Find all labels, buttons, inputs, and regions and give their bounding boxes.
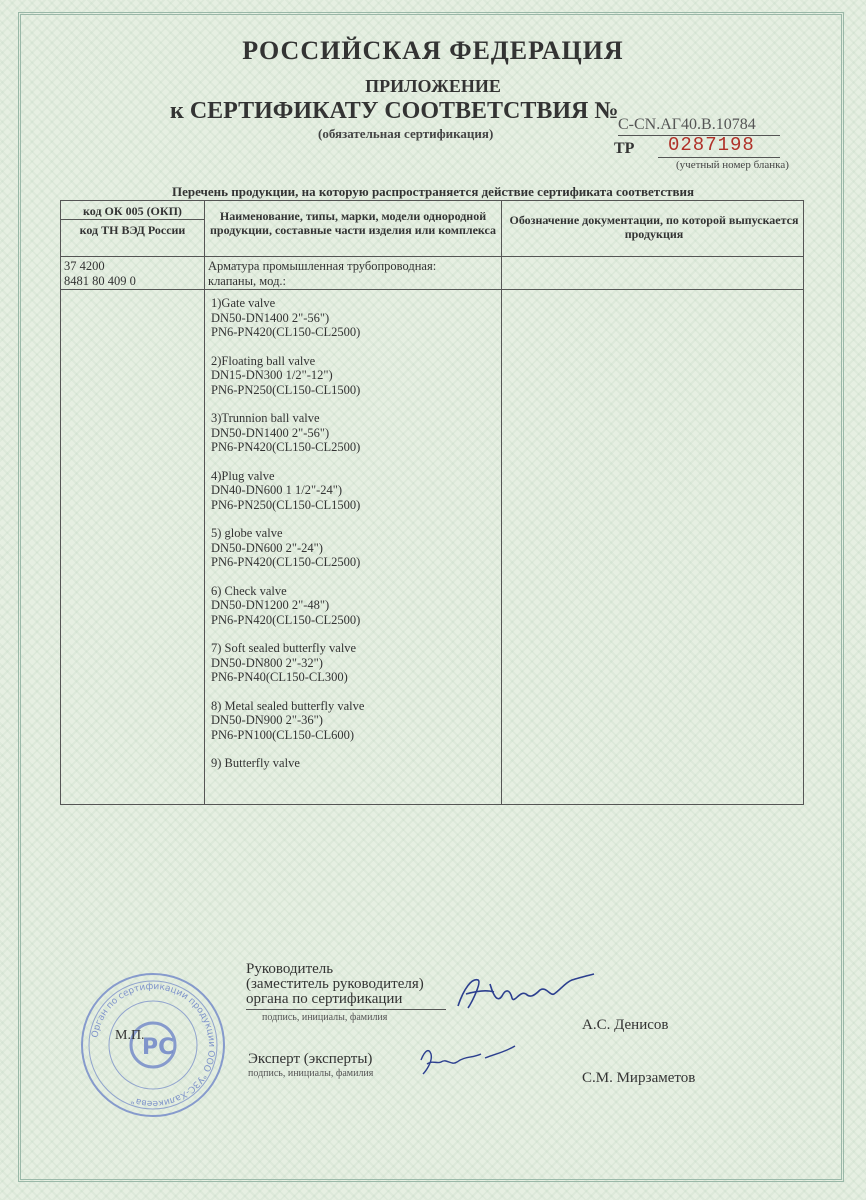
expert-signature [415, 1040, 535, 1080]
valve-name: 9) Butterfly valve [211, 756, 300, 770]
valve-name: 4)Plug valve [211, 468, 275, 483]
valve-pressure: PN6-PN40(CL150-CL300) [211, 670, 348, 684]
head-signature-rule [246, 1009, 446, 1010]
header-split-rule [61, 219, 204, 220]
certificate-number: С-CN.АГ40.В.10784 [618, 116, 780, 136]
okp-code-header: код ОК 005 (ОКП) [83, 204, 182, 218]
valve-name: 2)Floating ball valve [211, 353, 316, 368]
intro-rule [61, 289, 803, 290]
valve-size: DN50-DN1400 2"-56") [211, 310, 330, 325]
expert-signature-caption: подпись, инициалы, фамилия [248, 1068, 374, 1079]
form-number-note: (учетный номер бланка) [676, 159, 789, 171]
valve-size: DN50-DN800 2"-32") [211, 655, 323, 670]
head-signature-caption: подпись, инициалы, фамилия [262, 1012, 388, 1023]
valve-pressure: PN6-PN100(CL150-CL600) [211, 727, 355, 742]
tp-label: ТР [614, 140, 635, 157]
valve-size: DN50-DN1400 2"-56") [211, 425, 330, 440]
valve-size: DN50-DN1200 2"-48") [211, 598, 330, 612]
appendix-title: ПРИЛОЖЕНИЕ [365, 76, 501, 96]
form-number: 0287198 [668, 134, 755, 156]
head-name: А.С. Денисов [582, 1017, 669, 1033]
valve-list [211, 296, 496, 785]
header-rule [61, 256, 803, 257]
expert-name: С.М. Мирзаметов [582, 1070, 696, 1086]
head-title [246, 962, 424, 1007]
tnved-code-header: код ТН ВЭД России [79, 223, 186, 237]
head-title-line: (заместитель руководителя) [246, 976, 424, 992]
valve-size: DN50-DN600 2"-24") [211, 540, 323, 555]
okp-code: 37 4200 [64, 259, 105, 273]
valve-pressure: PN6-PN420(CL150-CL2500) [211, 325, 361, 339]
column-divider [204, 201, 205, 804]
tnved-code: 8481 80 409 0 [64, 274, 136, 288]
valve-size: DN50-DN900 2"-36") [211, 713, 323, 727]
valve-pressure: PN6-PN420(CL150-CL2500) [211, 440, 361, 454]
valve-size: DN15-DN300 1/2"-12") [211, 368, 333, 382]
valve-name: 5) globe valve [211, 526, 283, 540]
valve-name: 6) Check valve [211, 583, 287, 598]
valve-name: 8) Metal sealed butterfly valve [211, 698, 365, 713]
expert-title: Эксперт (эксперты) [248, 1051, 373, 1067]
head-title-line: Руководитель [246, 961, 334, 977]
head-title-line: органа по сертификации [246, 991, 403, 1007]
valve-pressure: PN6-PN250(CL150-CL1500) [211, 382, 361, 397]
valve-name: 3)Trunnion ball valve [211, 411, 320, 425]
valve-item [211, 411, 496, 455]
valve-pressure: PN6-PN420(CL150-CL2500) [211, 555, 361, 569]
svg-text:РС: РС [142, 1035, 175, 1060]
product-table [60, 200, 804, 805]
valve-item [211, 641, 496, 685]
seal-outer-text: Орган по сертификации продукции ООО "УЗС-Халикеева" [90, 981, 217, 1109]
valve-size: DN40-DN600 1 1/2"-24") [211, 483, 343, 497]
column-divider [501, 201, 502, 804]
valve-item [211, 584, 496, 628]
valve-item [211, 469, 496, 513]
certification-type: (обязательная сертификация) [318, 126, 494, 141]
valve-item [211, 296, 496, 340]
certificate-title: к СЕРТИФИКАТУ СООТВЕТСТВИЯ № [170, 98, 619, 124]
valve-item [211, 526, 496, 570]
product-name-header: Наименование, типы, марки, модели однородной продукции, составные части изделия или комплекса [209, 209, 497, 237]
documentation-header: Обозначение документации, по которой выпускается продукция [509, 213, 799, 241]
product-intro: Арматура промышленная трубопроводная: [208, 259, 437, 273]
country-title: РОССИЙСКАЯ ФЕДЕРАЦИЯ [242, 36, 624, 65]
valve-item [211, 756, 496, 771]
valve-pressure: PN6-PN420(CL150-CL2500) [211, 612, 361, 627]
official-seal [78, 970, 228, 1120]
valve-name: 1)Gate valve [211, 296, 276, 310]
valve-item [211, 699, 496, 743]
valve-name: 7) Soft sealed butterfly valve [211, 641, 357, 655]
valve-item [211, 354, 496, 398]
mp-label: М.П. [115, 1028, 145, 1043]
product-intro: клапаны, мод.: [208, 274, 287, 288]
head-signature [450, 968, 600, 1018]
product-list-heading: Перечень продукции, на которую распространяется действие сертификата соответствия [171, 184, 695, 199]
valve-pressure: PN6-PN250(CL150-CL1500) [211, 497, 361, 512]
form-number-rule [658, 157, 780, 158]
